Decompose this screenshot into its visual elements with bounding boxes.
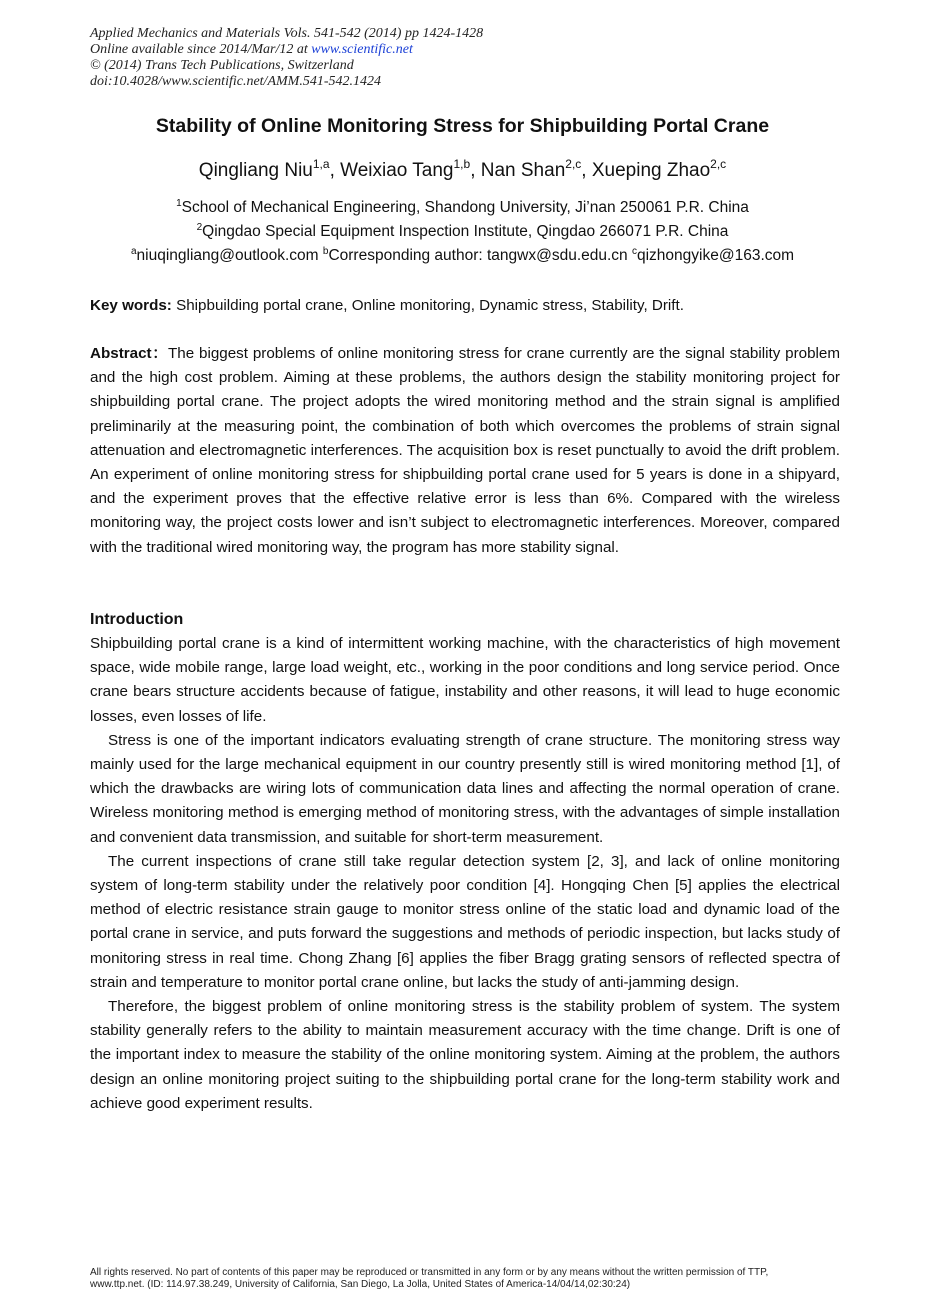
affiliation-2 <box>0 222 925 242</box>
copyright-line: © (2014) Trans Tech Publications, Switzerland <box>90 58 354 73</box>
keywords-label: Key words: <box>90 297 172 314</box>
abstract-label: Abstract <box>90 345 152 362</box>
email-superscript: a <box>130 246 137 257</box>
author-superscript: 1,a <box>312 157 330 171</box>
doi-line: doi:10.4028/www.scientific.net/AMM.541-542.1424 <box>90 74 381 89</box>
affiliation-text: Qingdao Special Equipment Inspection Institute, Qingdao 266071 P.R. China <box>202 223 729 240</box>
keywords <box>90 294 840 318</box>
introduction-body <box>90 632 840 1116</box>
email-b: Corresponding author: tangwx@sdu.edu.cn <box>328 247 632 264</box>
email-superscript: c <box>631 246 637 257</box>
author-name: Xueping Zhao <box>591 160 711 181</box>
affiliation-1 <box>0 198 925 218</box>
abstract <box>90 342 840 560</box>
email-superscript: b <box>322 246 329 257</box>
keywords-text: Shipbuilding portal crane, Online monitoring, Dynamic stress, Stability, Drift. <box>171 297 684 314</box>
author-superscript: 2,c <box>710 157 727 171</box>
email-c: qizhongyike@163.com <box>636 247 795 264</box>
author-name: Nan Shan <box>480 160 566 181</box>
scientific-net-link[interactable]: www.scientific.net <box>311 42 413 57</box>
introduction-paragraph: Therefore, the biggest problem of online monitoring stress is the stability problem of system. The system stability generally refers to the ability to maintain measurement accuracy with the time change. Drift is one of the important index to measure the stability of the online monitoring system. Aiming at the problem, the authors design an online monitoring project suiting to the shipbuilding portal crane for the long-term stability work and achieve good experiment results. <box>90 998 840 1112</box>
introduction-paragraph: Shipbuilding portal crane is a kind of intermittent working machine, with the characteristics of high movement space, wide mobile range, large load weight, etc., working in the poor conditions and long service period. Once crane bears structure accidents because of fatigue, instability and other reasons, it will lead to huge economic losses, even losses of life. <box>90 635 840 725</box>
affiliation-superscript: 2 <box>196 222 203 233</box>
email-a: niuqingliang@outlook.com <box>136 247 323 264</box>
introduction-paragraph: Stress is one of the important indicators evaluating strength of crane structure. The monitoring stress way mainly used for the large mechanical equipment in our country presently still is wired monitoring method [1], of which the drawbacks are wiring lots of communication data lines and affecting the normal operation of crane. Wireless monitoring method is emerging method of monitoring stress, with the advantages of simple installation and convenient data transmission, and suitable for short-term measurement. <box>90 731 840 846</box>
author-emails <box>0 246 925 266</box>
footer-line: www.ttp.net. (ID: 114.97.38.249, University of California, San Diego, La Jolla, United States of America-14/04/14,02:30:24) <box>90 1278 631 1290</box>
publication-header <box>90 26 690 90</box>
abstract-text: The biggest problems of online monitoring stress for crane currently are the signal stability problem and the high cost problem. Aiming at these problems, the authors design the stability monitoring project for shipbuilding portal crane. The project adopts the wired monitoring method and the strain signal is amplified preliminarily at the measuring point, the combination of both which overcomes the problems of strain signal attenuation and electromagnetic interferences. The acquisition box is reset punctually to avoid the drift problem. An experiment of online monitoring stress for shipbuilding portal crane used for 5 years is done in a shipyard, and the experiment proves that the effective relative error is less than 6%. Compared with the wireless monitoring way, the project costs lower and isn’t subject to electromagnetic interferences. Moreover, compared with the traditional wired monitoring way, the program has more stability signal. <box>90 345 840 556</box>
online-availability-line <box>90 42 690 58</box>
online-availability-text: Online available since 2014/Mar/12 at <box>90 42 312 57</box>
affiliation-text: School of Mechanical Engineering, Shandong University, Ji’nan 250061 P.R. China <box>181 199 749 216</box>
author-superscript: 2,c <box>565 157 582 171</box>
journal-line: Applied Mechanics and Materials Vols. 541-542 (2014) pp 1424-1428 <box>90 26 484 41</box>
footer-line: All rights reserved. No part of contents of this paper may be reproduced or transmitted in any form or by any means without the written permission of TTP, <box>90 1267 769 1278</box>
rights-footer <box>90 1267 850 1290</box>
author-list: Qingliang Niu$^{1,a}$, Weixiao Tang$^{1,b}$, Nan Shan$^{2,c}$, Xueping Zhao$^{2,c}$ <box>198 157 727 181</box>
author-name: Weixiao Tang <box>340 160 454 181</box>
introduction-heading: Introduction <box>90 611 184 628</box>
author-name: Qingliang Niu <box>198 160 313 181</box>
introduction-paragraph: The current inspections of crane still take regular detection system [2, 3], and lack of online monitoring system of long-term stability under the relatively poor condition [4]. Hongqing Chen [5] applies the electrical method of electric resistance strain gauge to monitor stress online of the static load and dynamic load of the portal crane in service, and puts forward the suggestions and methods of periodic inspection, but lacks study of monitoring stress in real time. Chong Zhang [6] applies the fiber Bragg grating sensors of reflected spectra of strain and temperature to monitor portal crane online, but lacks the study of anti-jamming design. <box>90 852 840 991</box>
paper-title: Stability of Online Monitoring Stress for Shipbuilding Portal Crane <box>155 115 770 137</box>
author-superscript: 1,b <box>453 157 471 171</box>
affiliation-superscript: 1 <box>176 198 182 209</box>
abstract-colon: ： <box>151 345 169 362</box>
